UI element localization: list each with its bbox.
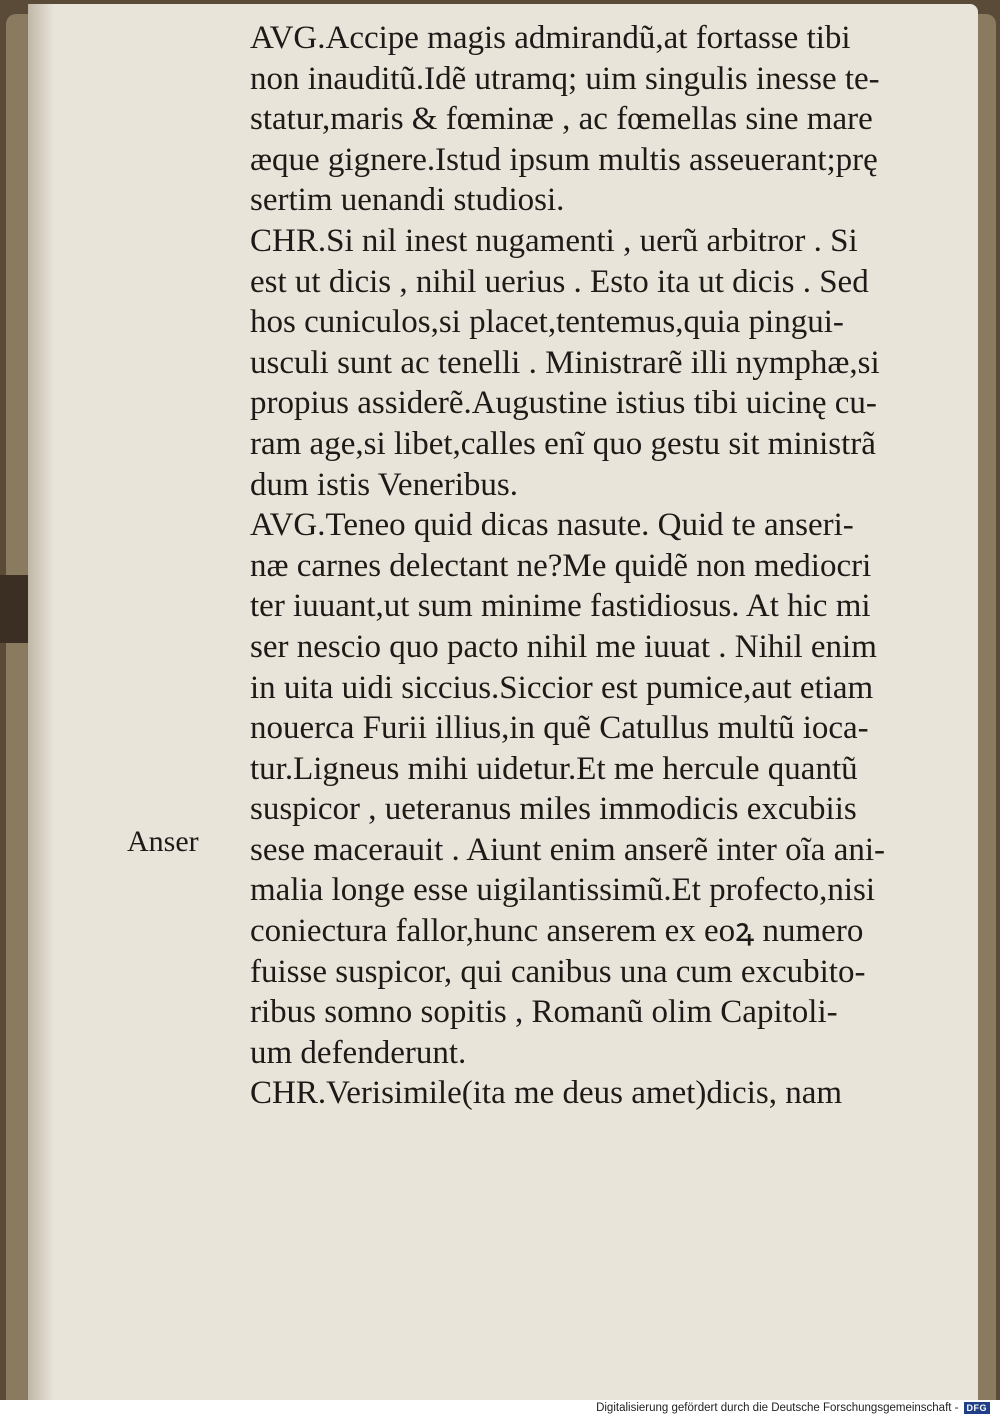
text-line: ram age,si libet,calles enĩ quo gestu sit ministrã [250,425,876,462]
page-text-block [250,18,950,1114]
text-line: AVG.Teneo quid dicas nasute. Quid te anseri- [250,507,854,544]
text-line: AVG.Accipe magis admirandũ,at fortasse tibi [250,20,851,56]
text-line: næ carnes delectant ne?Me quidẽ non mediocri [250,547,872,584]
marginal-note: Anser [127,825,199,858]
text-line: hos cuniculos,si placet,tentemus,quia pingui- [250,304,844,341]
text-line: nouerca Furii illius,in quẽ Catullus multũ ioca- [250,710,869,747]
text-line: um defenderunt. [250,1034,467,1071]
text-line: dum istis Veneribus. [250,466,518,503]
dfg-logo-icon: DFG [964,1402,991,1414]
text-line: malia longe esse uigilantissimũ.Et profecto,nisi [250,872,876,909]
digitization-credit [596,1402,990,1414]
text-line: fuisse suspicor, qui canibus una cum excubito- [250,953,866,990]
text-line: æque gignere.Istud ipsum multis asseuerant;prę [250,141,878,178]
text-line: ribus somno sopitis , Romanũ olim Capitoli- [250,994,838,1031]
gutter-shadow [28,4,54,1400]
text-line: suspicor , ueteranus miles immodicis excubiis [250,791,857,828]
text-line: ser nescio quo pacto nihil me iuuat . Nihil enim [250,628,877,665]
text-line: sese macerauit . Aiunt enim anserẽ inter oĩa ani- [250,831,886,868]
text-line: CHR.Si nil inest nugamenti , uerũ arbitror . Si [250,222,858,259]
text-line: CHR.Verisimile(ita me deus amet)dicis, nam [250,1075,843,1112]
text-line: ter iuuant,ut sum minime fastidiosus. At hic mi [250,588,871,625]
text-line: tur.Ligneus mihi uidetur.Et me hercule quantũ [250,750,858,787]
credit-text: Digitalisierung gefördert durch die Deutsche Forschungsgemeinschaft - [596,1402,959,1414]
text-line: sertim uenandi studiosi. [250,182,565,219]
text-line: usculi sunt ac tenelli . Ministrarẽ illi nymphæ,si [250,344,880,381]
text-line: propius assiderẽ.Augustine istius tibi uicinę cu- [250,385,877,422]
text-line: in uita uidi siccius.Siccior est pumice,aut etiam [250,669,874,706]
text-line: est ut dicis , nihil uerius . Esto ita ut dicis . Sed [250,263,869,300]
text-line: non inauditũ.Idẽ utramq; uim singulis inesse te- [250,60,880,97]
text-line: coniectura fallor,hunc anserem ex eoꝝ numero [250,913,864,950]
text-line: statur,maris & fœminæ , ac fœmellas sine mare [250,101,873,138]
